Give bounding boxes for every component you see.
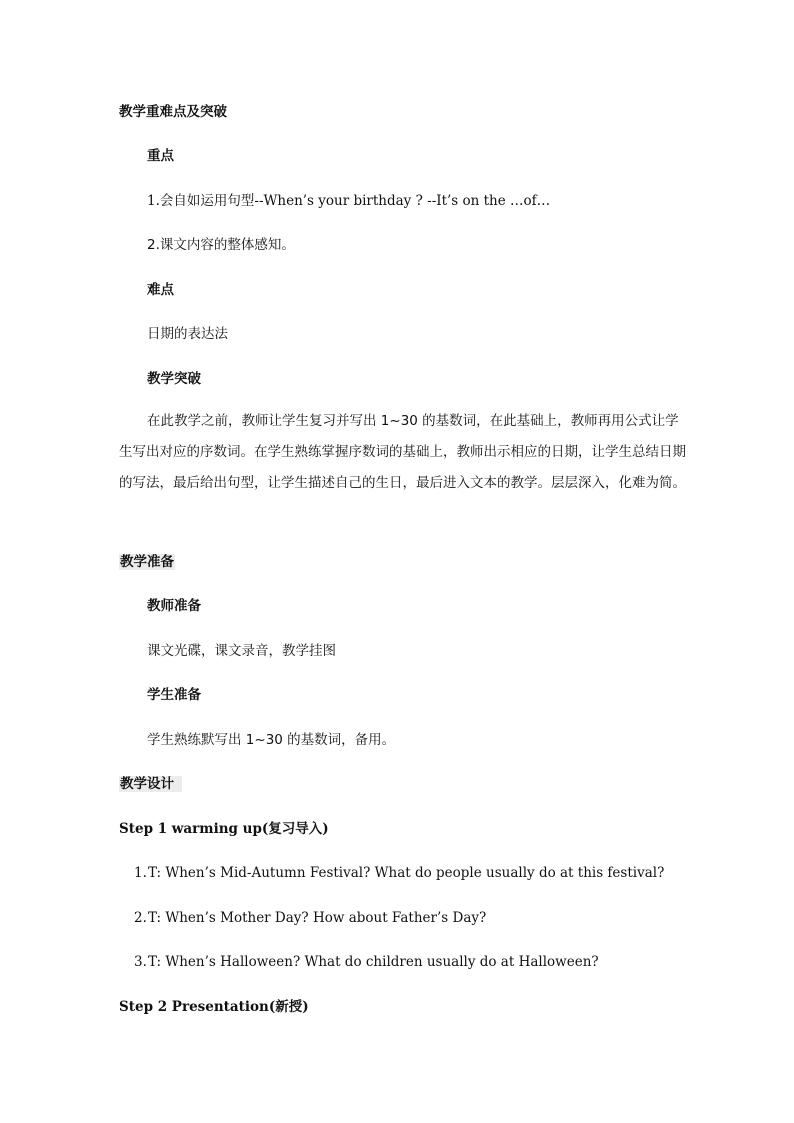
teacher-prep-text: 课文光碟，课文录音，教学挂图 [147,643,336,659]
student-prep-text: 学生熟练默写出 1~30 的基数词，备用。 [147,732,396,748]
prep-title: 教学准备 [120,554,174,570]
subheading-difficult: 难点 [147,282,174,298]
subheading-student-prep: 学生准备 [147,687,201,703]
list-item [134,953,599,971]
list-item-number: 3. [134,954,147,970]
key-item-1: 1.会自如运用句型--When’s your birthday ? --It’s on the …of… [147,193,551,209]
list-item-text: T: When’s Halloween? What do children usually do at Halloween? [148,954,599,970]
key-item-2: 2.课文内容的整体感知。 [147,237,295,253]
step2-title: Step 2 Presentation(新授) [119,999,309,1015]
subheading-breakthrough: 教学突破 [147,371,201,387]
breakthrough-text: 在此教学之前，教师让学生复习并写出 1~30 的基数词，在此基础上，教师再用公式让学生写出对应的序数词。在学生熟练掌握序数词的基础上，教师出示相应的日期，让学生总结日期的写法，最后给出句型，让学生描述自己的生日，最后进入文本的教学。层层深入，化难为简。 [119,413,686,491]
difficult-text: 日期的表达法 [147,326,228,342]
section-heading-design [119,775,182,793]
subheading-key: 重点 [147,148,174,164]
list-item [134,909,486,927]
list-item [134,864,664,882]
step1-title: Step 1 warming up(复习导入) [119,821,329,837]
design-title: 教学设计 [119,776,182,792]
section-heading-prep [119,553,175,571]
list-item-number: 1. [134,865,147,881]
list-item-text: T: When’s Mid-Autumn Festival? What do people usually do at this festival? [148,865,665,881]
list-item-number: 2. [134,910,147,926]
list-item-text: T: When’s Mother Day? How about Father’s Day? [148,910,487,926]
breakthrough-paragraph [119,406,691,499]
section-heading-key-points: 教学重难点及突破 [119,104,227,120]
subheading-teacher-prep: 教师准备 [147,598,201,614]
